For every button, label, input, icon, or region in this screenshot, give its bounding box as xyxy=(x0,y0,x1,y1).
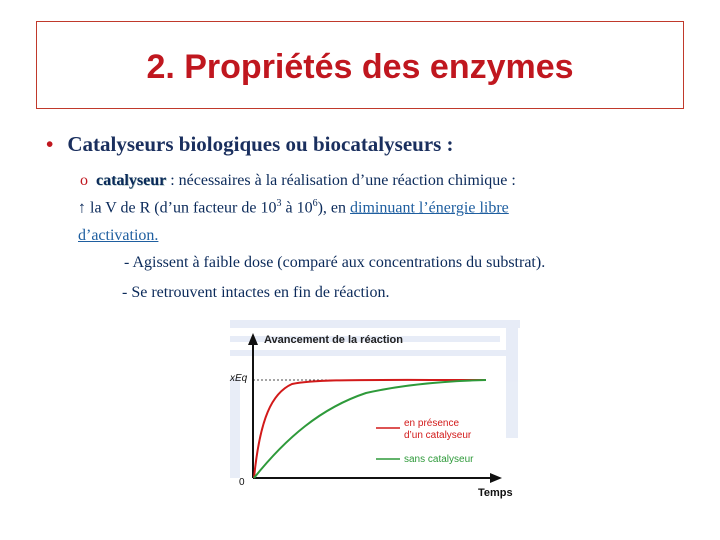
intact-line: - Se retrouvent intactes en fin de réaction. xyxy=(122,284,390,301)
catalyseur-term: catalyseur xyxy=(96,172,167,189)
title-box xyxy=(36,21,684,109)
y-tick-xeq: xEq xyxy=(230,373,248,384)
figure-title: Avancement de la réaction xyxy=(264,334,403,346)
x-axis-label: Temps xyxy=(478,487,513,499)
slide-title: 2. Propriétés des enzymes xyxy=(146,47,574,86)
activation-link[interactable]: d’activation. xyxy=(78,227,159,244)
legend-red-line2: d’un catalyseur xyxy=(404,430,472,441)
speed-increase-line xyxy=(78,198,509,217)
exponent-6: 6 xyxy=(312,198,318,209)
energy-link[interactable]: diminuant l’énergie libre xyxy=(350,199,509,217)
reaction-progress-figure xyxy=(226,318,522,508)
speed-text-start: ↑ la V de R (d’un facteur de 10 xyxy=(78,199,277,217)
sub-bullet-catalyseur xyxy=(80,172,516,190)
bullet-dot-icon: • xyxy=(46,132,54,156)
legend-red-line1: en présence xyxy=(404,418,460,429)
speed-text-mid: à 10 xyxy=(281,199,313,217)
figure-background xyxy=(226,318,522,508)
bullet-text: Catalyseurs biologiques ou biocatalyseurs : xyxy=(67,132,454,156)
origin-label: 0 xyxy=(239,477,245,488)
catalyseur-definition: : nécessaires à la réalisation d’une réaction chimique : xyxy=(166,172,516,189)
legend-green-label: sans catalyseur xyxy=(404,454,474,465)
exponent-3: 3 xyxy=(276,198,282,209)
bullet-catalyseurs xyxy=(46,132,454,157)
low-dose-line: - Agissent à faible dose (comparé aux concentrations du substrat). xyxy=(124,254,546,271)
speed-text-end: ), en xyxy=(317,199,351,217)
sub-bullet-marker: o xyxy=(80,172,88,189)
activation-line xyxy=(78,227,158,245)
